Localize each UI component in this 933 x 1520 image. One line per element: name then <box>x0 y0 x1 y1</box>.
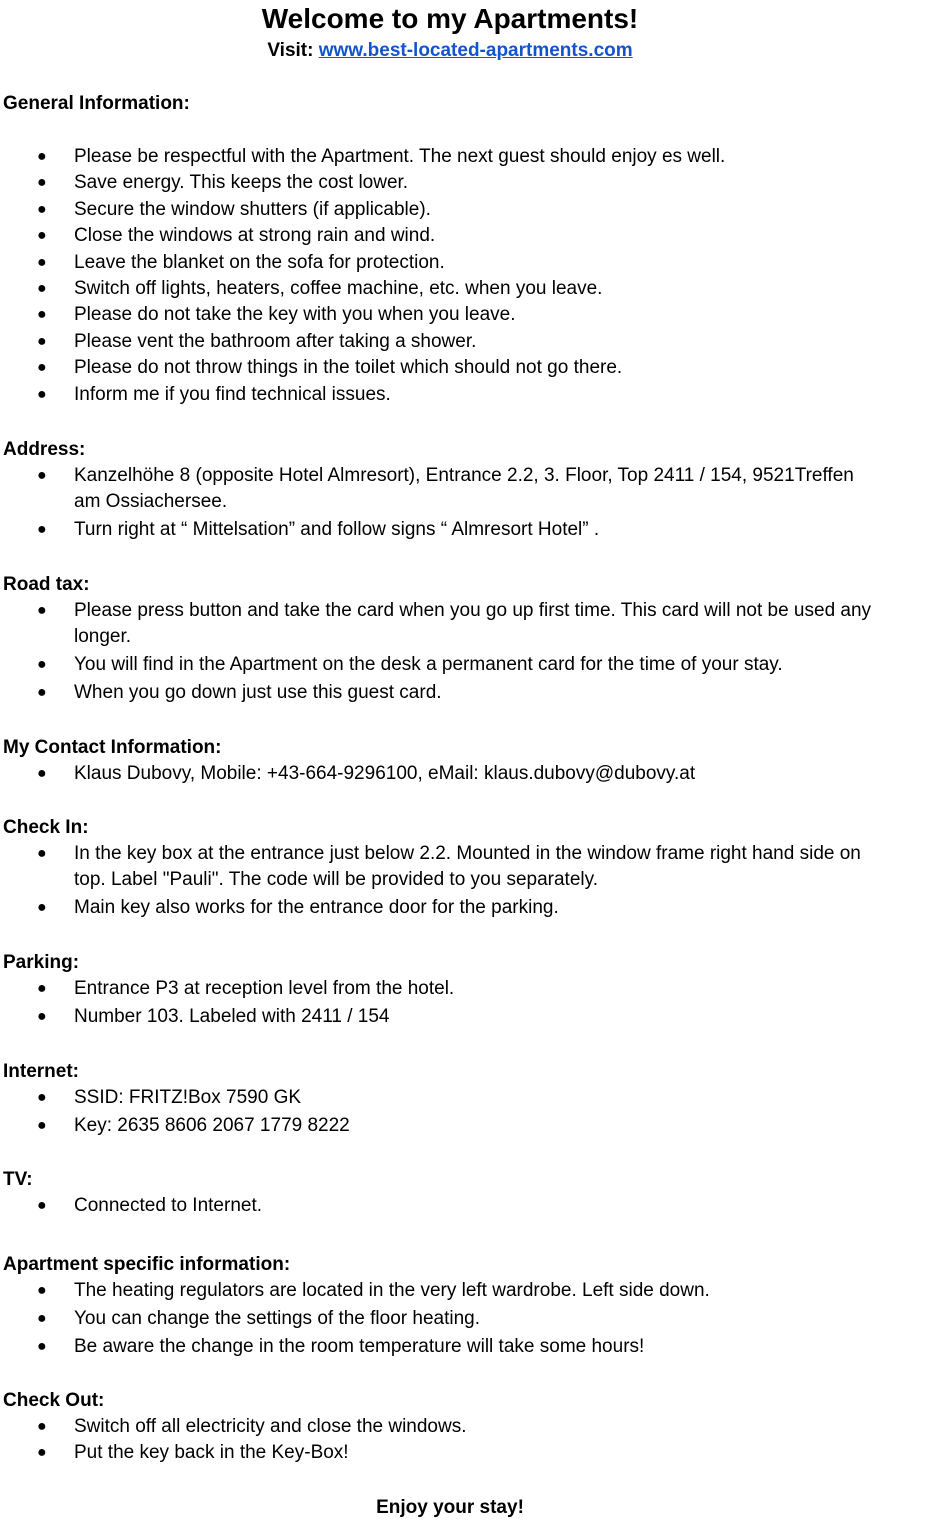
bullet-icon: ● <box>37 899 47 916</box>
check-in-list <box>3 841 903 921</box>
bullet-icon: ● <box>37 280 47 298</box>
bullet-icon: ● <box>37 1008 47 1025</box>
bullet-icon: ● <box>37 1310 47 1327</box>
bullet-icon: ● <box>37 227 47 245</box>
bullet-icon: ● <box>37 467 47 484</box>
list-item: ● Secure the window shutters (if applicable). <box>3 197 874 223</box>
list-item: ● Key: 2635 8606 2067 1779 8222 <box>3 1113 874 1139</box>
bullet-icon: ● <box>37 845 47 862</box>
parking-list <box>3 976 903 1030</box>
bullet-icon: ● <box>37 1444 47 1461</box>
internet-list <box>3 1085 903 1139</box>
general-list <box>3 144 903 408</box>
list-item: ● When you go down just use this guest card. <box>3 680 874 706</box>
section-apartment-specific <box>3 1252 903 1360</box>
contact-list <box>3 761 903 787</box>
section-internet <box>3 1059 903 1139</box>
section-heading: Check Out: <box>3 1390 105 1411</box>
list-item: ● Inform me if you find technical issues. <box>3 382 874 408</box>
bullet-icon: ● <box>37 1089 47 1106</box>
bullet-icon: ● <box>37 980 47 997</box>
list-item: ● Put the key back in the Key-Box! <box>3 1440 874 1466</box>
tv-list <box>3 1193 903 1219</box>
section-heading: Address: <box>3 439 86 460</box>
closing-message: Enjoy your stay! <box>376 1497 524 1518</box>
visit-line <box>0 39 900 63</box>
list-item: ● Main key also works for the entrance door for the parking. <box>3 895 874 921</box>
section-general-information <box>3 91 903 408</box>
check-out-list <box>3 1414 903 1466</box>
list-item: ● You will find in the Apartment on the desk a permanent card for the time of your stay. <box>3 652 874 678</box>
list-item: ● Please be respectful with the Apartment. The next guest should enjoy es well. <box>3 144 874 170</box>
section-road-tax <box>3 572 903 706</box>
bullet-icon: ● <box>37 148 47 165</box>
list-item: ● Switch off all electricity and close the windows. <box>3 1414 874 1440</box>
list-item: ● Be aware the change in the room temperature will take some hours! <box>3 1334 874 1360</box>
list-item: ● Please vent the bathroom after taking a shower. <box>3 329 874 355</box>
section-heading: TV: <box>3 1169 33 1190</box>
apartment-list <box>3 1278 903 1360</box>
bullet-icon: ● <box>37 306 47 324</box>
list-item: ● Please do not take the key with you when you leave. <box>3 302 874 328</box>
section-tv <box>3 1167 903 1219</box>
bullet-icon: ● <box>37 684 47 701</box>
list-item: ● The heating regulators are located in the very left wardrobe. Left side down. <box>3 1278 874 1304</box>
website-link[interactable]: www.best-located-apartments.com <box>318 40 633 61</box>
list-item: ● Entrance P3 at reception level from the hotel. <box>3 976 874 1002</box>
road-tax-list <box>3 598 903 706</box>
list-item: ● In the key box at the entrance just below 2.2. Mounted in the window frame right hand side on top. Label "Pauli". The code will be provided to you separately. <box>37 843 861 890</box>
bullet-icon: ● <box>37 1197 47 1214</box>
section-heading: Road tax: <box>3 574 90 595</box>
bullet-icon: ● <box>37 1282 47 1299</box>
bullet-icon: ● <box>37 253 47 271</box>
section-heading: Check In: <box>3 817 89 838</box>
list-item: ● Connected to Internet. <box>3 1193 874 1219</box>
section-contact <box>3 735 903 787</box>
list-item: ● Please do not throw things in the toilet which should not go there. <box>3 355 874 381</box>
bullet-icon: ● <box>37 1117 47 1134</box>
list-item: ● Klaus Dubovy, Mobile: +43-664-9296100, eMail: klaus.dubovy@dubovy.at <box>3 761 874 787</box>
list-item: ● Switch off lights, heaters, coffee machine, etc. when you leave. <box>3 276 874 302</box>
list-item: ● Save energy. This keeps the cost lower. <box>3 170 874 196</box>
section-heading: Internet: <box>3 1061 79 1082</box>
page-title: Welcome to my Apartments! <box>261 3 639 34</box>
bullet-icon: ● <box>37 1338 47 1355</box>
section-heading: My Contact Information: <box>3 737 222 758</box>
list-item: ● Number 103. Labeled with 2411 / 154 <box>3 1004 874 1030</box>
visit-label: Visit: <box>267 40 319 61</box>
bullet-icon: ● <box>37 765 47 782</box>
section-heading: General Information: <box>3 93 190 114</box>
bullet-icon: ● <box>37 521 47 538</box>
bullet-icon: ● <box>37 602 47 619</box>
bullet-icon: ● <box>37 1418 47 1435</box>
list-item: ● Kanzelhöhe 8 (opposite Hotel Almresort), Entrance 2.2, 3. Floor, Top 2411 / 154, 9521Treffen am Ossiachersee. <box>37 465 854 512</box>
section-address <box>3 437 903 543</box>
section-check-out <box>3 1388 903 1466</box>
list-item: ● Turn right at “ Mittelsation” and follow signs “ Almresort Hotel” . <box>3 517 874 543</box>
bullet-icon: ● <box>37 359 47 377</box>
bullet-icon: ● <box>37 174 47 192</box>
section-heading: Parking: <box>3 952 80 973</box>
section-parking <box>3 950 903 1030</box>
bullet-icon: ● <box>37 656 47 673</box>
bullet-icon: ● <box>37 332 47 350</box>
address-list <box>3 463 903 543</box>
bullet-icon: ● <box>37 385 47 403</box>
list-item: ● Close the windows at strong rain and wind. <box>3 223 874 249</box>
section-heading: Apartment specific information: <box>3 1254 291 1275</box>
list-item: ● Leave the blanket on the sofa for protection. <box>3 250 874 276</box>
list-item: ● Please press button and take the card when you go up first time. This card will not be used any longer. <box>37 600 872 647</box>
list-item: ● SSID: FRITZ!Box 7590 GK <box>3 1085 874 1111</box>
list-item: ● You can change the settings of the floor heating. <box>3 1306 874 1332</box>
bullet-icon: ● <box>37 200 47 218</box>
section-check-in <box>3 815 903 921</box>
